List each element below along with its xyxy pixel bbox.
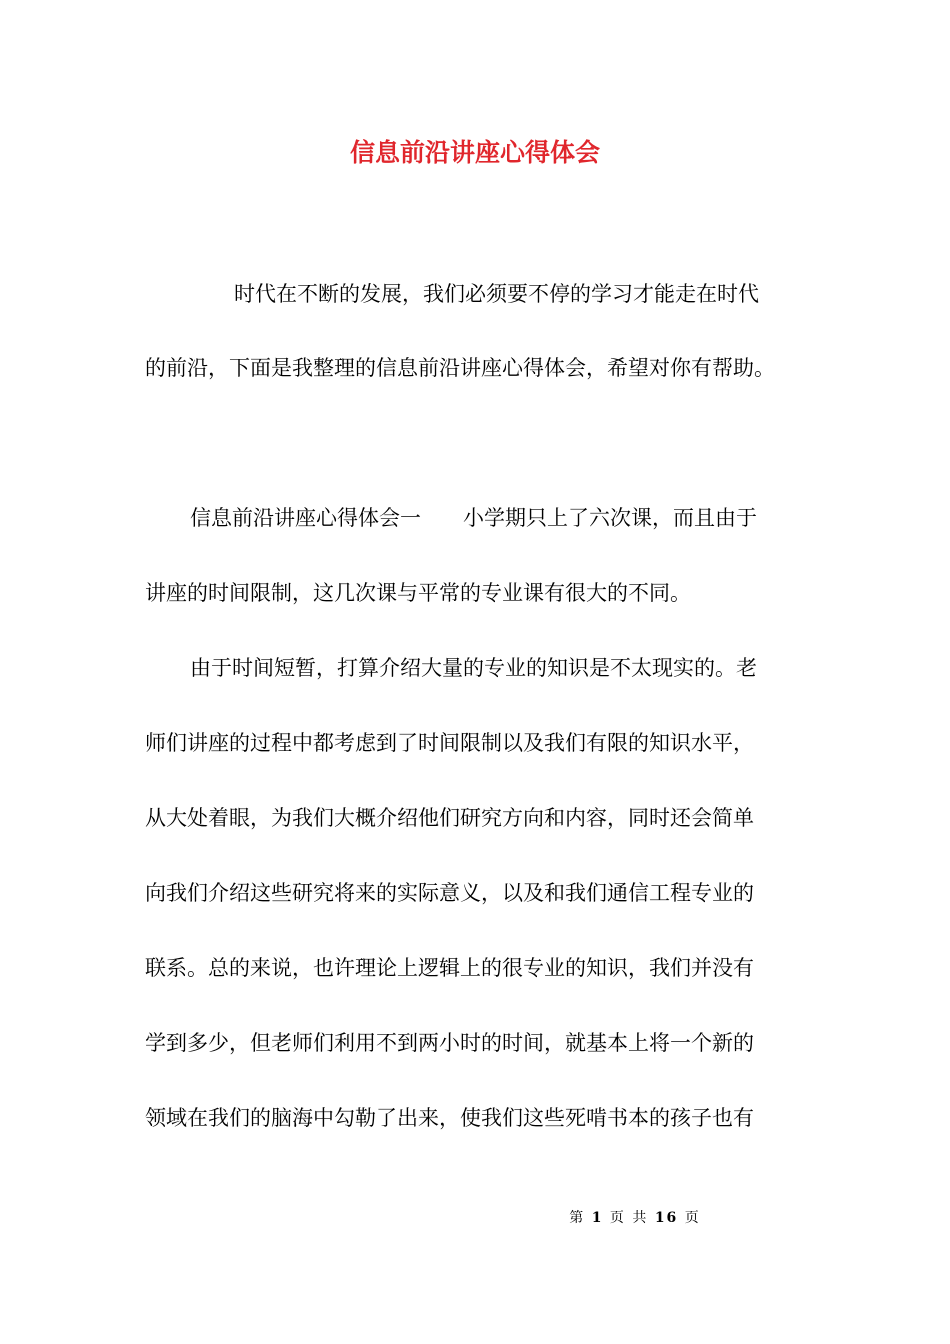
document-title: 信息前沿讲座心得体会: [349, 138, 600, 167]
body-line: 向我们介绍这些研究将来的实际意义，以及和我们通信工程专业的: [145, 881, 754, 905]
footer-middle: 页 共: [609, 1210, 649, 1226]
page-footer: [0, 1208, 950, 1228]
body-line: 讲座的时间限制，这几次课与平常的专业课有很大的不同。: [145, 581, 691, 605]
body-line: 由于时间短暂，打算介绍大量的专业的知识是不太现实的。老: [190, 656, 757, 680]
body-line: 师们讲座的过程中都考虑到了时间限制以及我们有限的知识水平，: [145, 731, 754, 755]
footer-prefix: 第: [569, 1210, 586, 1226]
body-line: 领域在我们的脑海中勾勒了出来，使我们这些死啃书本的孩子也有: [145, 1106, 754, 1130]
body-line: 信息前沿讲座心得体会一 小学期只上了六次课，而且由于: [190, 506, 757, 530]
body-line: 联系。总的来说，也许理论上逻辑上的很专业的知识，我们并没有: [145, 956, 754, 980]
current-page-number: 1: [591, 1210, 604, 1226]
body-line: 时代在不断的发展，我们必须要不停的学习才能走在时代: [234, 282, 759, 306]
body-line: 的前沿，下面是我整理的信息前沿讲座心得体会，希望对你有帮助。: [145, 356, 775, 380]
body-line: 从大处着眼，为我们大概介绍他们研究方向和内容，同时还会简单: [145, 806, 754, 830]
body-line: 学到多少，但老师们利用不到两小时的时间，就基本上将一个新的: [145, 1031, 754, 1055]
total-page-count: 16: [654, 1210, 679, 1226]
footer-suffix: 页: [684, 1210, 701, 1226]
